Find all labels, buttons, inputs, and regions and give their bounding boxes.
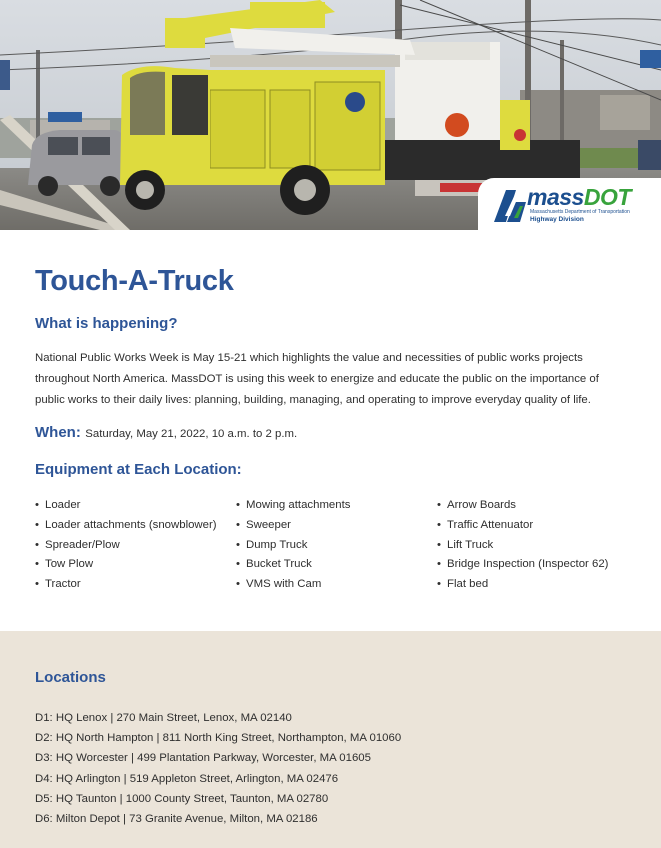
when-label: When: <box>35 424 81 441</box>
location-item: D4: HQ Arlington | 519 Appleton Street, Arlington, MA 02476 <box>35 772 339 785</box>
equipment-item: • Traffic Attenuator <box>437 516 608 536</box>
equipment-item: • Tractor <box>35 575 217 595</box>
equipment-item: • Sweeper <box>236 516 350 536</box>
locations-list <box>35 708 401 829</box>
massdot-highway-icon <box>494 188 526 222</box>
equipment-item: • Bridge Inspection (Inspector 62) <box>437 555 608 575</box>
location-item: D1: HQ Lenox | 270 Main Street, Lenox, MA 02140 <box>35 712 292 724</box>
equipment-item: • Mowing attachments <box>236 496 350 516</box>
page-title: Touch-A-Truck <box>35 265 234 297</box>
equipment-column-3 <box>437 496 608 595</box>
logo-wordmark-mass: mass <box>527 184 584 210</box>
location-item: D5: HQ Taunton | 1000 County Street, Taunton, MA 02780 <box>35 792 329 805</box>
logo-tagline: Massachusetts Department of Transportation <box>530 209 630 215</box>
event-description: National Public Works Week is May 15-21 which highlights the value and necessities of public works projects throughout North America. MassDOT is using this week to energize and educate the public on the importance of public works to their daily lives: planning, building, managing, and operating to improve everyday quality of life. <box>35 352 599 406</box>
happening-heading: What is happening? <box>35 315 178 332</box>
equipment-item: • Loader <box>35 496 217 516</box>
equipment-item: • Dump Truck <box>236 536 350 556</box>
equipment-item: • Tow Plow <box>35 555 217 575</box>
logo-wordmark-dot: DOT <box>583 184 631 210</box>
hero-photo <box>0 0 661 230</box>
equipment-heading: Equipment at Each Location: <box>35 461 242 478</box>
event-when <box>35 424 297 442</box>
equipment-column-1 <box>35 496 217 595</box>
equipment-item: • Arrow Boards <box>437 496 608 516</box>
equipment-item: • VMS with Cam <box>236 575 350 595</box>
equipment-item: • Loader attachments (snowblower) <box>35 516 217 536</box>
equipment-item: • Spreader/Plow <box>35 536 217 556</box>
equipment-item: • Flat bed <box>437 575 608 595</box>
locations-section <box>0 631 661 848</box>
when-value: Saturday, May 21, 2022, 10 a.m. to 2 p.m. <box>85 428 298 440</box>
location-item: D2: HQ North Hampton | 811 North King Street, Northampton, MA 01060 <box>35 732 402 745</box>
logo-division: Highway Division <box>530 216 584 223</box>
equipment-item: • Bucket Truck <box>236 555 350 575</box>
logo-wordmark <box>527 186 631 209</box>
massdot-logo <box>478 178 661 230</box>
locations-heading: Locations <box>35 669 106 686</box>
equipment-item: • Lift Truck <box>437 536 608 556</box>
location-item: D6: Milton Depot | 73 Granite Avenue, Milton, MA 02186 <box>35 813 318 826</box>
location-item: D3: HQ Worcester | 499 Plantation Parkway, Worcester, MA 01605 <box>35 752 371 765</box>
equipment-column-2 <box>236 496 350 595</box>
